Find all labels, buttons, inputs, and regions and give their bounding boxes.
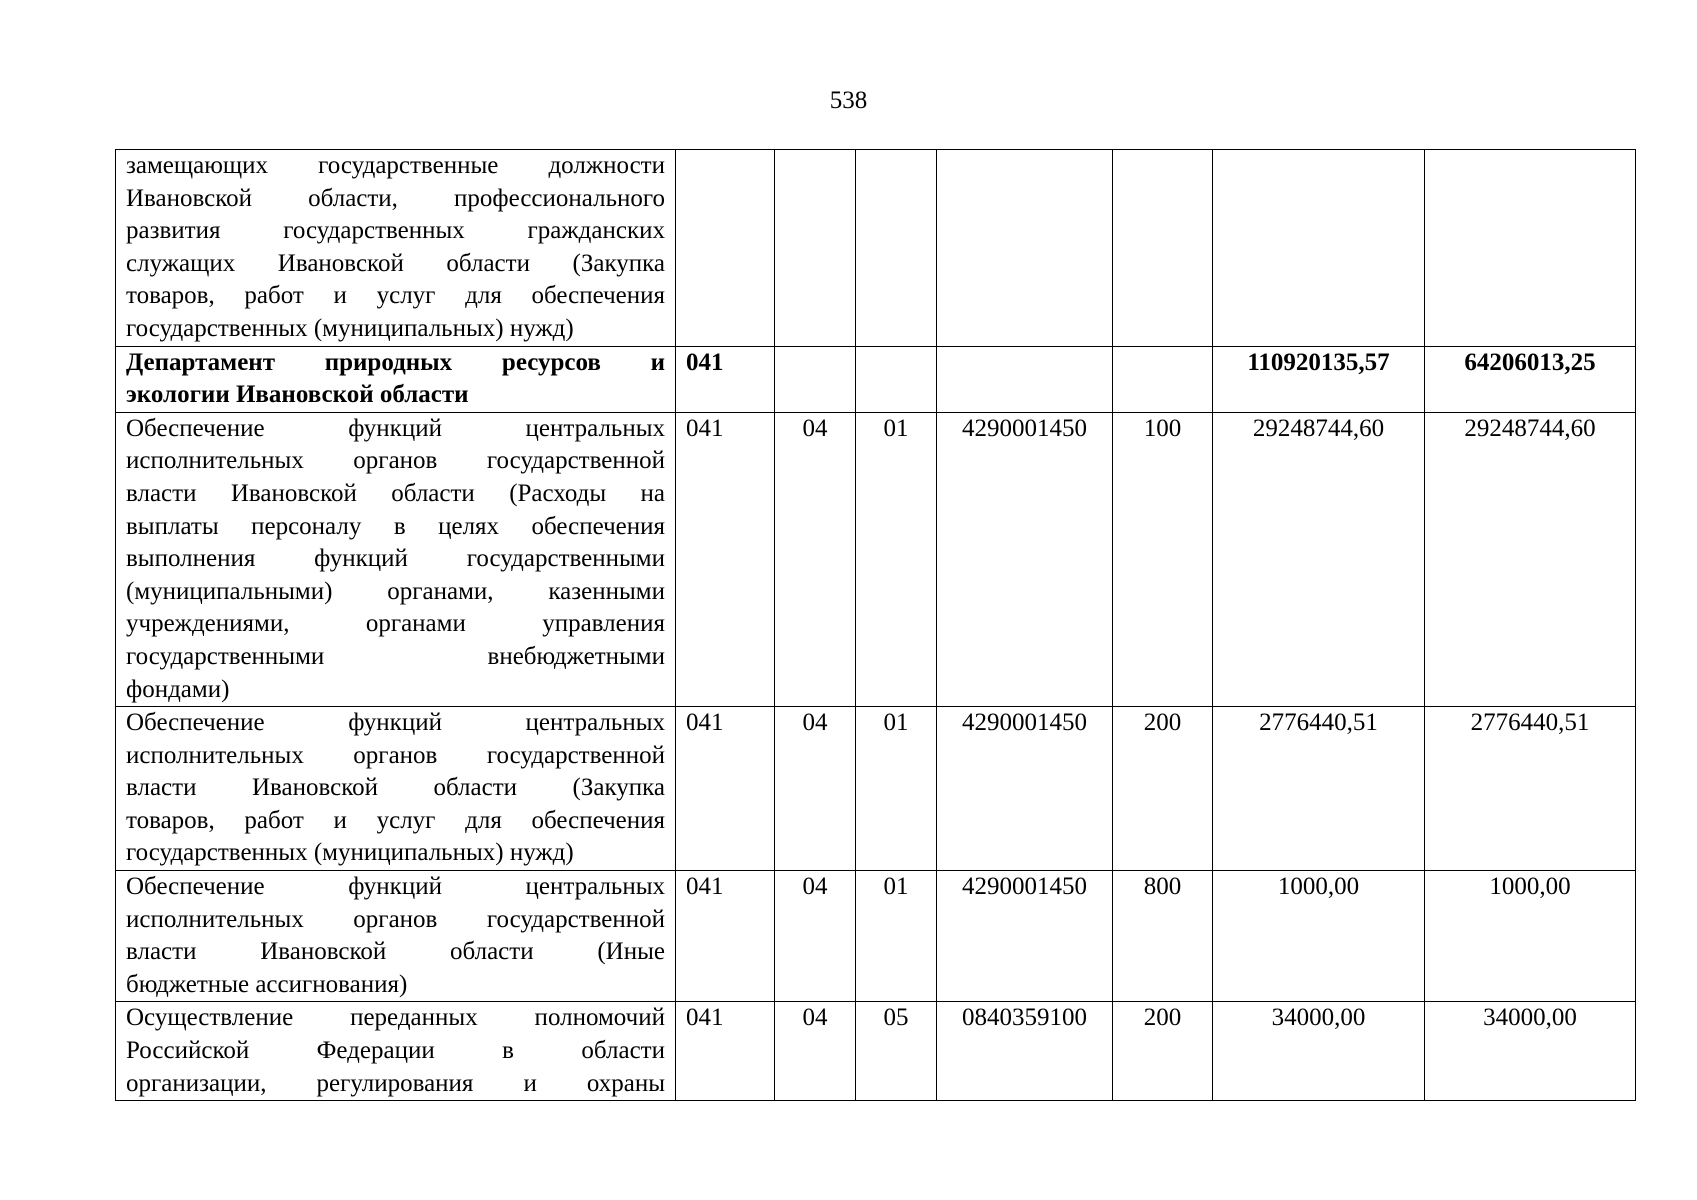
subsection-code: [856, 150, 937, 347]
subsection-code: 01: [856, 871, 937, 1002]
table-row: [116, 412, 1636, 706]
ministry-code: 041: [676, 412, 775, 706]
description-line: фондами): [126, 675, 230, 703]
description-line: учреждениями, органами управления: [126, 610, 665, 638]
table-row: [116, 1002, 1636, 1101]
target-article-code: 0840359100: [937, 1002, 1113, 1101]
description-line: государственными внебюджетными: [126, 642, 665, 670]
ministry-code: 041: [676, 346, 775, 412]
table-row: [116, 150, 1636, 347]
sum-year2: 29248744,60: [1425, 412, 1636, 706]
target-article-code: 4290001450: [937, 871, 1113, 1002]
target-article-code: [937, 150, 1113, 347]
sum-year1: 29248744,60: [1213, 412, 1425, 706]
section-code: [775, 346, 856, 412]
table-row: [116, 871, 1636, 1002]
expense-type-code: 200: [1113, 707, 1213, 871]
sum-year2: 1000,00: [1425, 871, 1636, 1002]
description-line: власти Ивановской области (Иные: [126, 938, 665, 966]
section-code: 04: [775, 871, 856, 1002]
sum-year1: 2776440,51: [1213, 707, 1425, 871]
subsection-code: 01: [856, 412, 937, 706]
sum-year1: [1213, 150, 1425, 347]
ministry-code: [676, 150, 775, 347]
sum-year2: 2776440,51: [1425, 707, 1636, 871]
expense-type-code: 200: [1113, 1002, 1213, 1101]
section-code: 04: [775, 707, 856, 871]
target-article-code: 4290001450: [937, 707, 1113, 871]
description-line: замещающих государственные должности: [126, 152, 665, 179]
description-line: товаров, работ и услуг для обеспечения: [126, 806, 665, 834]
budget-table: [115, 149, 1636, 1101]
description-line: Обеспечение функций центральных: [126, 709, 665, 737]
description-line: исполнительных органов государственной: [126, 905, 665, 933]
sum-year1: 34000,00: [1213, 1002, 1425, 1101]
description-line: Осуществление переданных полномочий: [126, 1004, 665, 1032]
ministry-code: 041: [676, 871, 775, 1002]
description-line: выполнения функций государственными: [126, 545, 665, 573]
description-line: служащих Ивановской области (Закупка: [126, 249, 665, 277]
description-line: бюджетные ассигнования): [126, 970, 408, 998]
sum-year2: [1425, 150, 1636, 347]
section-code: 04: [775, 1002, 856, 1101]
description-line: исполнительных органов государственной: [126, 741, 665, 769]
description-line: государственных (муниципальных) нужд): [126, 839, 574, 867]
sum-year2: 64206013,25: [1425, 346, 1636, 412]
row-description: [116, 1002, 676, 1101]
expense-type-code: 800: [1113, 871, 1213, 1002]
subsection-code: [856, 346, 937, 412]
sum-year2: 34000,00: [1425, 1002, 1636, 1101]
page-number: 538: [829, 87, 868, 114]
description-line: (муниципальными) органами, казенными: [126, 577, 665, 605]
description-line: государственных (муниципальных) нужд): [126, 314, 574, 342]
description-line: экологии Ивановской области: [126, 381, 469, 409]
table-row: [116, 707, 1636, 871]
target-article-code: 4290001450: [937, 412, 1113, 706]
row-description: [116, 412, 676, 706]
row-description: [116, 707, 676, 871]
description-line: Ивановской области, профессионального: [126, 184, 665, 212]
expense-type-code: 100: [1113, 412, 1213, 706]
description-line: развития государственных гражданских: [126, 217, 665, 245]
row-description: [116, 150, 676, 347]
description-line: выплаты персоналу в целях обеспечения: [126, 512, 665, 540]
section-code: [775, 150, 856, 347]
subsection-code: 05: [856, 1002, 937, 1101]
target-article-code: [937, 346, 1113, 412]
description-line: исполнительных органов государственной: [126, 447, 665, 475]
expense-type-code: [1113, 346, 1213, 412]
description-line: Департамент природных ресурсов и: [126, 348, 665, 376]
description-line: товаров, работ и услуг для обеспечения: [126, 282, 665, 310]
expense-type-code: [1113, 150, 1213, 347]
subsection-code: 01: [856, 707, 937, 871]
sum-year1: 1000,00: [1213, 871, 1425, 1002]
row-description: [116, 871, 676, 1002]
description-line: Обеспечение функций центральных: [126, 414, 665, 442]
row-description: [116, 346, 676, 412]
ministry-code: 041: [676, 1002, 775, 1101]
description-line: власти Ивановской области (Закупка: [126, 774, 665, 802]
description-line: организации, регулирования и охраны: [126, 1069, 665, 1097]
description-line: власти Ивановской области (Расходы на: [126, 479, 665, 507]
sum-year1: 110920135,57: [1213, 346, 1425, 412]
table-row: [116, 346, 1636, 412]
ministry-code: 041: [676, 707, 775, 871]
section-code: 04: [775, 412, 856, 706]
budget-table-body: [116, 150, 1636, 1101]
description-line: Обеспечение функций центральных: [126, 873, 665, 901]
description-line: Российской Федерации в области: [126, 1037, 665, 1065]
